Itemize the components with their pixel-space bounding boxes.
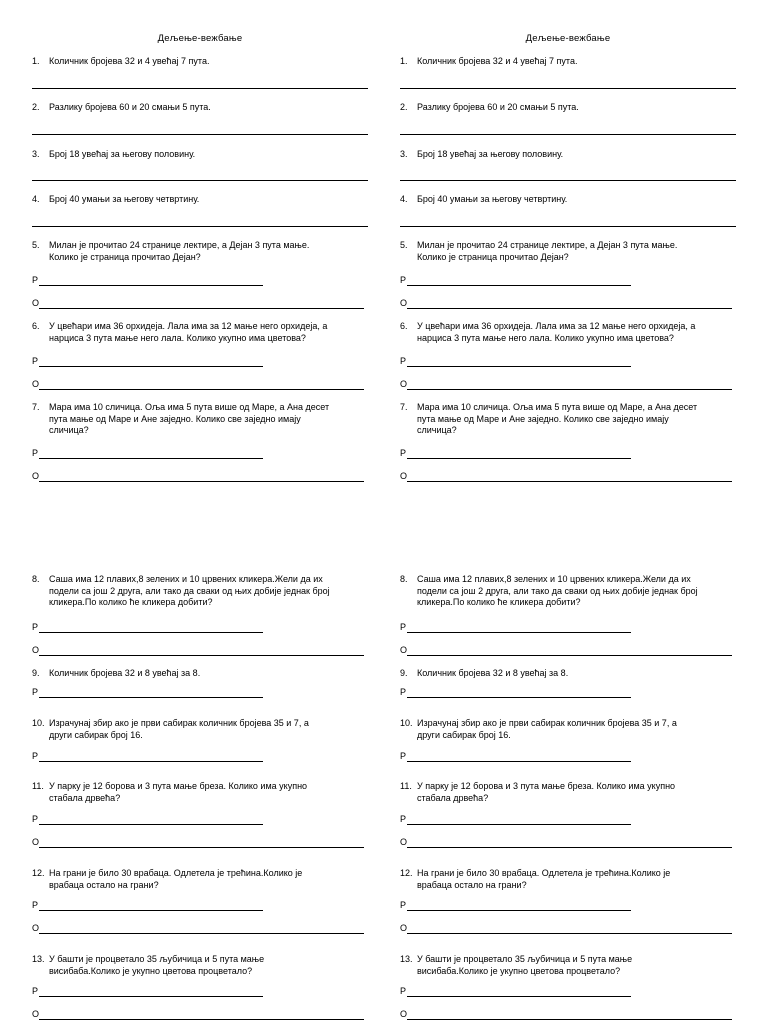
- question-text: Количник бројева 32 и 4 увећај 7 пута.: [417, 56, 578, 66]
- answer-p: Р: [400, 751, 406, 762]
- question-6: [32, 321, 372, 344]
- answer-line: [400, 134, 736, 135]
- question-text: Саша има 12 плавих,8 зелених и 10 црвених кликера.Жели да их подели са још 2 друга, али тако да сваки од њих добије једнак број кликера.По колико ће кликера добити?: [417, 574, 698, 607]
- question-6: [400, 321, 740, 344]
- answer-o: О: [32, 923, 39, 934]
- question-1: [32, 56, 372, 68]
- answer-p: Р: [400, 448, 406, 459]
- question-text: На грани је било 30 врабаца. Одлетела је трећина.Колико је врабаца остало на грани?: [417, 868, 671, 890]
- question-13: [400, 954, 740, 977]
- worksheet-left: [32, 0, 372, 1024]
- question-number: 3.: [32, 149, 40, 159]
- question-text: У парку је 12 борова и 3 пута мање бреза. Колико има укупно стабала дрвећа?: [49, 781, 308, 803]
- question-11: [400, 781, 740, 804]
- question-text: У цвећари има 36 орхидеја. Лала има за 12 мање него орхидеја, а нарциса 3 пута мање него лала. Колико укупно има цветова?: [49, 321, 328, 343]
- question-number: 7.: [32, 402, 40, 412]
- question-12: [400, 868, 740, 891]
- question-13: [32, 954, 372, 977]
- answer-o: О: [400, 471, 407, 482]
- question-10: [32, 718, 372, 741]
- answer-o: О: [32, 379, 39, 390]
- answer-o: О: [400, 837, 407, 848]
- question-number: 6.: [400, 321, 408, 331]
- answer-o: О: [400, 298, 407, 309]
- question-7: [32, 402, 372, 437]
- answer-p: Р: [32, 687, 38, 698]
- question-number: 10.: [32, 718, 45, 728]
- answer-o: О: [32, 471, 39, 482]
- question-text: Израчунај збир ако је први сабирак количник бројева 35 и 7, а други сабирак број 16.: [417, 718, 677, 740]
- question-3: [32, 149, 372, 161]
- answer-p: Р: [32, 986, 38, 997]
- answer-o: О: [32, 645, 39, 656]
- question-text: Број 40 умањи за његову четвртину.: [417, 194, 568, 204]
- question-11: [32, 781, 372, 804]
- question-text: На грани је било 30 врабаца. Одлетела је трећина.Колико је врабаца остало на грани?: [49, 868, 303, 890]
- question-number: 12.: [400, 868, 413, 878]
- question-text: У цвећари има 36 орхидеја. Лала има за 12 мање него орхидеја, а нарциса 3 пута мање него лала. Колико укупно има цветова?: [417, 321, 696, 343]
- question-text: Разлику бројева 60 и 20 смањи 5 пута.: [417, 102, 579, 112]
- question-text: Количник бројева 32 и 8 увећај за 8.: [49, 668, 201, 678]
- question-number: 5.: [400, 240, 408, 250]
- question-text: У парку је 12 борова и 3 пута мање бреза. Колико има укупно стабала дрвећа?: [417, 781, 676, 803]
- question-9: [32, 668, 372, 680]
- answer-line: [32, 134, 368, 135]
- answer-line: [400, 88, 736, 89]
- question-text: Количник бројева 32 и 4 увећај 7 пута.: [49, 56, 210, 66]
- answer-p: Р: [400, 814, 406, 825]
- question-text: У башти је процветало 35 љубичица и 5 пута мање висибаба.Колико је укупно цветова процветало?: [417, 954, 633, 976]
- question-text: Број 18 увећај за његову половину.: [417, 149, 564, 159]
- answer-line: [400, 180, 736, 181]
- answer-p: Р: [32, 622, 38, 633]
- answer-p: Р: [400, 356, 406, 367]
- question-number: 8.: [32, 574, 40, 584]
- question-number: 2.: [400, 102, 408, 112]
- question-number: 4.: [400, 194, 408, 204]
- worksheet-right: [400, 0, 740, 1024]
- answer-o: О: [400, 379, 407, 390]
- question-2: [32, 102, 372, 114]
- question-number: 7.: [400, 402, 408, 412]
- question-number: 10.: [400, 718, 413, 728]
- question-text: Количник бројева 32 и 8 увећај за 8.: [417, 668, 569, 678]
- answer-o: О: [32, 298, 39, 309]
- question-number: 1.: [400, 56, 408, 66]
- answer-p: Р: [400, 986, 406, 997]
- question-number: 3.: [400, 149, 408, 159]
- question-3: [400, 149, 740, 161]
- answer-o: О: [400, 923, 407, 934]
- question-number: 8.: [400, 574, 408, 584]
- answer-p: Р: [32, 275, 38, 286]
- answer-p: Р: [400, 687, 406, 698]
- question-number: 11.: [400, 781, 412, 791]
- question-7: [400, 402, 740, 437]
- answer-p: Р: [400, 275, 406, 286]
- answer-p: Р: [32, 751, 38, 762]
- answer-line: [32, 88, 368, 89]
- question-number: 1.: [32, 56, 40, 66]
- answer-o: О: [32, 1009, 39, 1020]
- question-number: 12.: [32, 868, 45, 878]
- question-text: Милан је прочитао 24 странице лектире, а Дејан 3 пута мање. Колико је страница прочитао Дејан?: [49, 240, 310, 262]
- question-4: [32, 194, 372, 206]
- answer-p: Р: [32, 448, 38, 459]
- answer-line: [400, 226, 736, 227]
- question-text: Милан је прочитао 24 странице лектире, а Дејан 3 пута мање. Колико је страница прочитао Дејан?: [417, 240, 678, 262]
- question-number: 11.: [32, 781, 44, 791]
- question-text: Број 40 умањи за његову четвртину.: [49, 194, 200, 204]
- question-8: [32, 574, 372, 609]
- answer-o: О: [400, 1009, 407, 1020]
- answer-line: [32, 226, 368, 227]
- page-title: Дељење-вежбање: [525, 33, 611, 44]
- question-5: [32, 240, 372, 263]
- question-1: [400, 56, 740, 68]
- question-number: 13.: [32, 954, 45, 964]
- question-12: [32, 868, 372, 891]
- question-2: [400, 102, 740, 114]
- question-number: 9.: [400, 668, 408, 678]
- question-text: Број 18 увећај за његову половину.: [49, 149, 196, 159]
- page-title: Дељење-вежбање: [157, 33, 243, 44]
- question-number: 5.: [32, 240, 40, 250]
- question-text: Мара има 10 сличица. Оља има 5 пута више од Маре, а Ана десет пута мање од Маре и Ане заједно. Колико све заједно имају сличица?: [49, 402, 330, 435]
- answer-p: Р: [32, 814, 38, 825]
- question-10: [400, 718, 740, 741]
- answer-p: Р: [400, 622, 406, 633]
- question-4: [400, 194, 740, 206]
- question-text: Мара има 10 сличица. Оља има 5 пута више од Маре, а Ана десет пута мање од Маре и Ане заједно. Колико све заједно имају сличица?: [417, 402, 698, 435]
- question-5: [400, 240, 740, 263]
- question-number: 2.: [32, 102, 40, 112]
- question-9: [400, 668, 740, 680]
- question-text: Израчунај збир ако је први сабирак количник бројева 35 и 7, а други сабирак број 16.: [49, 718, 309, 740]
- answer-p: Р: [400, 900, 406, 911]
- question-number: 9.: [32, 668, 40, 678]
- question-text: У башти је процветало 35 љубичица и 5 пута мање висибаба.Колико је укупно цветова процветало?: [49, 954, 265, 976]
- question-number: 13.: [400, 954, 413, 964]
- answer-o: О: [32, 837, 39, 848]
- question-text: Саша има 12 плавих,8 зелених и 10 црвених кликера.Жели да их подели са још 2 друга, али тако да сваки од њих добије једнак број кликера.По колико ће кликера добити?: [49, 574, 330, 607]
- answer-o: О: [400, 645, 407, 656]
- answer-p: Р: [32, 900, 38, 911]
- question-text: Разлику бројева 60 и 20 смањи 5 пута.: [49, 102, 211, 112]
- question-number: 6.: [32, 321, 40, 331]
- answer-line: [32, 180, 368, 181]
- question-8: [400, 574, 740, 609]
- question-number: 4.: [32, 194, 40, 204]
- answer-p: Р: [32, 356, 38, 367]
